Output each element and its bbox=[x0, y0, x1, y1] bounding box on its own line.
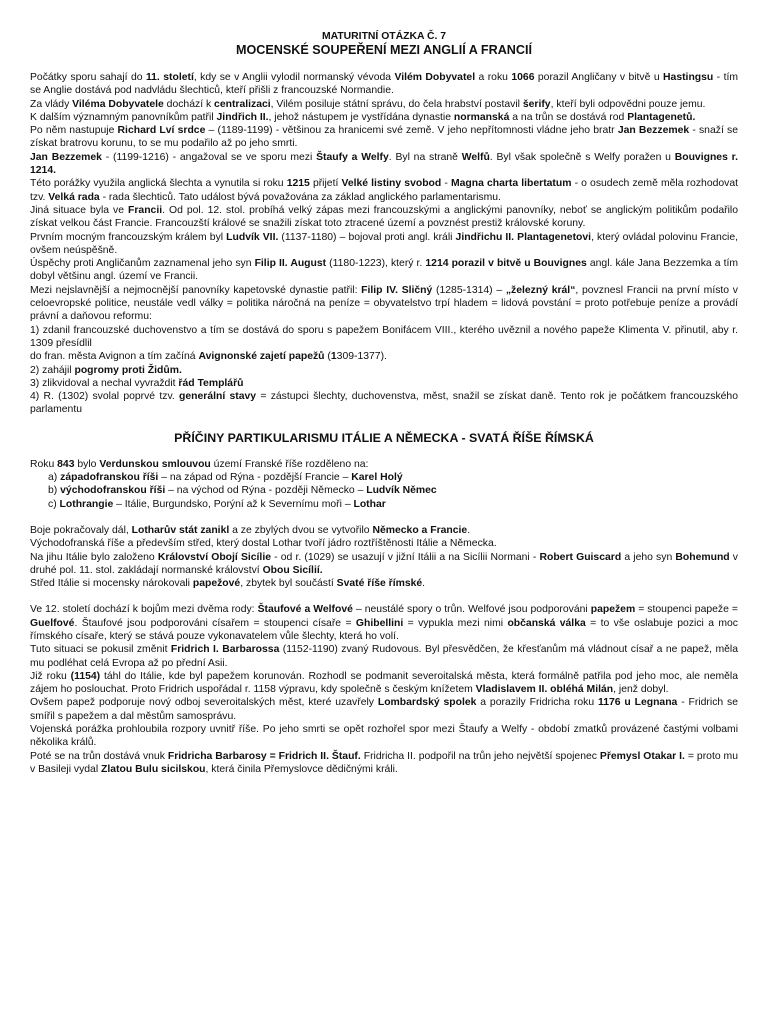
paragraph: Prvním mocným francouzským králem byl Ludvík VII. (1137-1180) – bojoval proti angl. králi Jindřichu II. Plantagenetovi, který ovládal polovinu Francie, ovšem neúspěšně. bbox=[30, 231, 738, 256]
reform-item: do fran. města Avignon a tím začíná Avignonské zajetí papežů (1309-1377). bbox=[30, 351, 387, 363]
paragraph: Úspěchy proti Angličanům zaznamenal jeho syn Filip II. August (1180-1223), který r. 1214 porazil v bitvě u Bouvignes angl. kále Jana Bezzemka a tím dobyl většinu angl. území ve Francii. bbox=[30, 258, 739, 283]
paragraph: Roku 843 bylo Verdunskou smlouvou území Franské říše rozděleno na: bbox=[30, 458, 369, 470]
paragraph: Za vlády Viléma Dobyvatele dochází k centralizaci, Vilém posiluje státní správu, do čela hrabství postavil šerify, kteří byli odpovědni pouze jemu. bbox=[30, 98, 706, 110]
paragraph: Vojenská porážka prohloubila rozpory uvnitř říše. Po jeho smrti se opět rozhořel spor mezi Štaufy a Welfy - období zmatků provázené častými volbami několika králů. bbox=[30, 724, 738, 749]
paragraph: Střed Itálie si mocensky nárokovali papežové, zbytek byl součástí Svaté říše římské. bbox=[30, 578, 426, 590]
paragraph: Této porážky využila anglická šlechta a vynutila si roku 1215 přijetí Velké listiny svobod - Magna charta libertatum - o osudech země měla rozhodovat tzv. Velká rada - rada šlechticů. Tato událost bývá považována za základ anglického parlamentarismu. bbox=[30, 178, 739, 203]
paragraph: Po něm nastupuje Richard Lví srdce – (1189-1199) - většinou za hranicemi své země. V jeho nepřítomnosti vládne jeho bratr Jan Bezzemek - snaží se získat bratrovu korunu, to se mu podařilo až po jeho smrti. bbox=[30, 125, 738, 150]
section-italy-germany bbox=[30, 458, 738, 777]
spacer bbox=[30, 511, 738, 524]
list-item: c) Lothrangie – Itálie, Burgundsko, Porýní až k Severnímu moři – Lothar bbox=[48, 498, 386, 510]
paragraph: Mezi nejslavnější a nejmocnější panovníky kapetovské dynastie patřil: Filip IV. Sličný (1285-1314) – „železný král“, povznesl Francii na první místo v celoevropské politice, neustále vedl války = politika náročná na peníze = obyvatelstvo trpí hladem = lidová povstání = proto potřebuje peníze a provádí právní a daňovou reformu: bbox=[30, 284, 738, 323]
paragraph: Na jihu Itálie bylo založeno Království Obojí Sicílie - od r. (1029) se usazují v jižní Itálii a na Sicílii Normani - Robert Guiscard a jeho syn Bohemund v druhé pol. 11. stol. zakládají normanské království Obou Sicílií. bbox=[30, 551, 739, 576]
paragraph: Ovšem papež podporuje nový odboj severoitalských měst, které uzavřely Lombardský spolek a porazily Fridricha roku 1176 u Legnana - Fridrich se smířil s papežem a dal městům samosprávu. bbox=[30, 697, 739, 722]
paragraph: Jiná situace byla ve Francii. Od pol. 12. stol. probíhá velký zápas mezi francouzskými a anglickými panovníky, neboť se anglickým politikům podařilo získat velkou část Francie. Francouzští králové se snažili získat toto ztracené území a povznést prestiž královské koruny. bbox=[30, 204, 738, 230]
section-heading: PŘÍČINY PARTIKULARISMU ITÁLIE A NĚMECKA - SVATÁ ŘÍŠE ŘÍMSKÁ bbox=[174, 430, 594, 445]
list-item: b) východofranskou říši – na východ od Rýna - později Německo – Ludvík Němec bbox=[48, 485, 437, 497]
paragraph: Tuto situaci se pokusil změnit Fridrich I. Barbarossa (1152-1190) zvaný Rudovous. Byl přesvědčen, že křesťanům má vládnout císař a ne papež, měla mu podléhat celá Evropa až po přední Asii. bbox=[30, 644, 738, 669]
paragraph: K dalším významným panovníkům patřil Jindřich II., jehož nástupem je vystřídána dynastie normanská a na trůn se dostává rod Plantagenetů. bbox=[30, 111, 696, 123]
exam-question-label: MATURITNÍ OTÁZKA Č. 7 bbox=[321, 31, 447, 42]
list-item: a) západofranskou říši – na západ od Rýna - pozdější Francie – Karel Holý bbox=[48, 472, 403, 484]
reform-item: 2) zahájil pogromy proti Židům. bbox=[30, 364, 182, 376]
reform-item: 1) zdanil francouzské duchovenstvo a tím se dostává do sporu s papežem Bonifácem VIII., kterého uvěznil a nového papeže Klimenta V. přinutil, aby r. 1309 přesídlil bbox=[30, 324, 738, 349]
paragraph: Východofranská říše a především střed, který dostal Lothar tvoří jádro roztříštěnosti Itálie a Německa. bbox=[30, 538, 497, 550]
paragraph: Počátky sporu sahají do 11. století, kdy se v Anglii vylodil normanský vévoda Vilém Dobyvatel a roku 1066 porazil Angličany v bitvě u Hastingsu - tím se Anglie dostává pod nadvládu šlechticů, kteří přišli z francouzské Normandie. bbox=[30, 72, 738, 97]
paragraph: Ve 12. století dochází k bojům mezi dvěma rody: Štaufové a Welfové – neustálé spory o trůn. Welfové jsou podporováni papežem = stoupenci papeže = Guelfové. Štaufové jsou podporováni císařem = stoupenci císaře = Ghibellini = vypukla mezi nimi občanská válka = to vše oslabuje pozici a moc římského císaře, který se stává pouze vykonavatelem vůle šlechty, která ho volí. bbox=[30, 604, 738, 642]
division-list bbox=[30, 471, 738, 511]
paragraph: Poté se na trůn dostává vnuk Fridricha Barbarosy = Fridrich II. Štauf. Fridricha II. podpořil na trůn jeho největší spojenec Přemysl Otakar I. = proto mu v Basileji vydal Zlatou Bulu sicilskou, která činila Přemyslovce dědičnými králi. bbox=[30, 750, 738, 775]
spacer bbox=[30, 590, 738, 603]
paragraph: Boje pokračovaly dál, Lotharův stát zanikl a ze zbylých dvou se vytvořilo Německo a Francie. bbox=[30, 524, 471, 536]
reform-item: 4) R. (1302) svolal poprvé tzv. generální stavy = zástupci šlechty, duchovenstva, měst, snažil se získat daně. Tento rok je počátkem francouzského parlamentu bbox=[30, 391, 738, 416]
section-england-france bbox=[30, 71, 738, 417]
document-title: MOCENSKÉ SOUPEŘENÍ MEZI ANGLIÍ A FRANCIÍ bbox=[236, 43, 532, 57]
reform-item: 3) zlikvidoval a nechal vyvraždit řád Templářů bbox=[30, 377, 244, 389]
paragraph: Jan Bezzemek - (1199-1216) - angažoval se ve sporu mezi Štaufy a Welfy. Byl na straně Welfů. Byl však společně s Welfy poražen u Bouvignes r. 1214. bbox=[30, 151, 738, 177]
paragraph: Již roku (1154) táhl do Itálie, kde byl papežem korunován. Rozhodl se podmanit severoitalská města, která formálně patřila pod jeho moc, ale neměla zájem ho poslouchat. Proto Fridrich uspořádal r. 1158 výpravu, kdy společně s českým knížetem Vladislavem II. obléhá Milán, jenž dobyl. bbox=[30, 670, 738, 696]
